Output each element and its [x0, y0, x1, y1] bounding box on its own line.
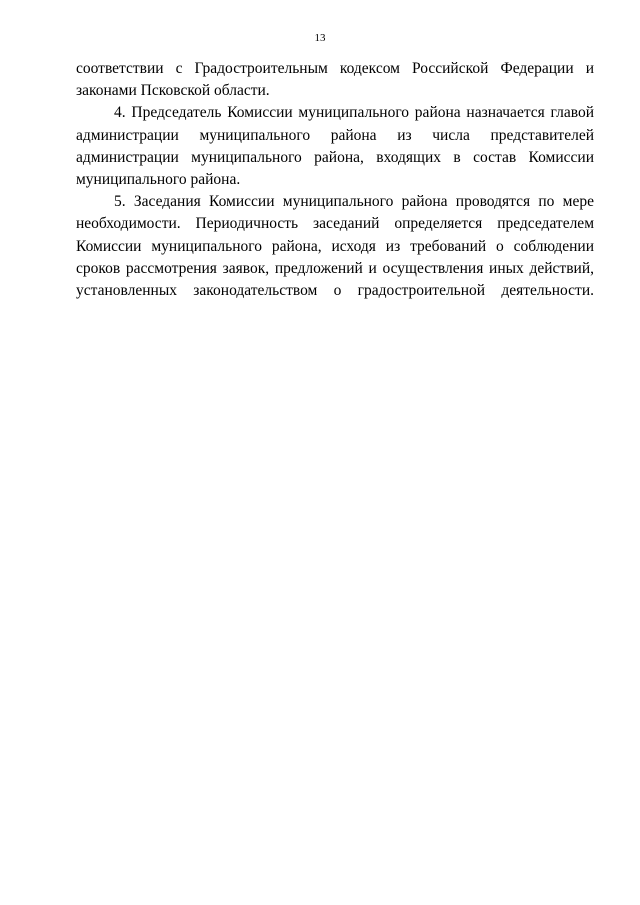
- document-body: [76, 58, 594, 302]
- paragraph-item-4: 4. Председатель Комиссии муниципального района назначается главой администрации муниципального района из числа представителей администрации муниципального района, входящих в состав Комиссии муниципального района.: [76, 104, 594, 189]
- paragraph-item-5: 5. Заседания Комиссии муниципального района проводятся по мере необходимости. Периодичность заседаний определяется председателем Комиссии муниципального района, исходя из требований о соблюдении сроков рассмотрения заявок, предложений и осуществления иных действий, установленных законодательством о градостроительной деятельности.: [76, 193, 594, 300]
- page-number: 13: [314, 32, 326, 44]
- paragraph-continuation: соответствии с Градостроительным кодексом Российской Федерации и законами Псковской области.: [76, 60, 594, 100]
